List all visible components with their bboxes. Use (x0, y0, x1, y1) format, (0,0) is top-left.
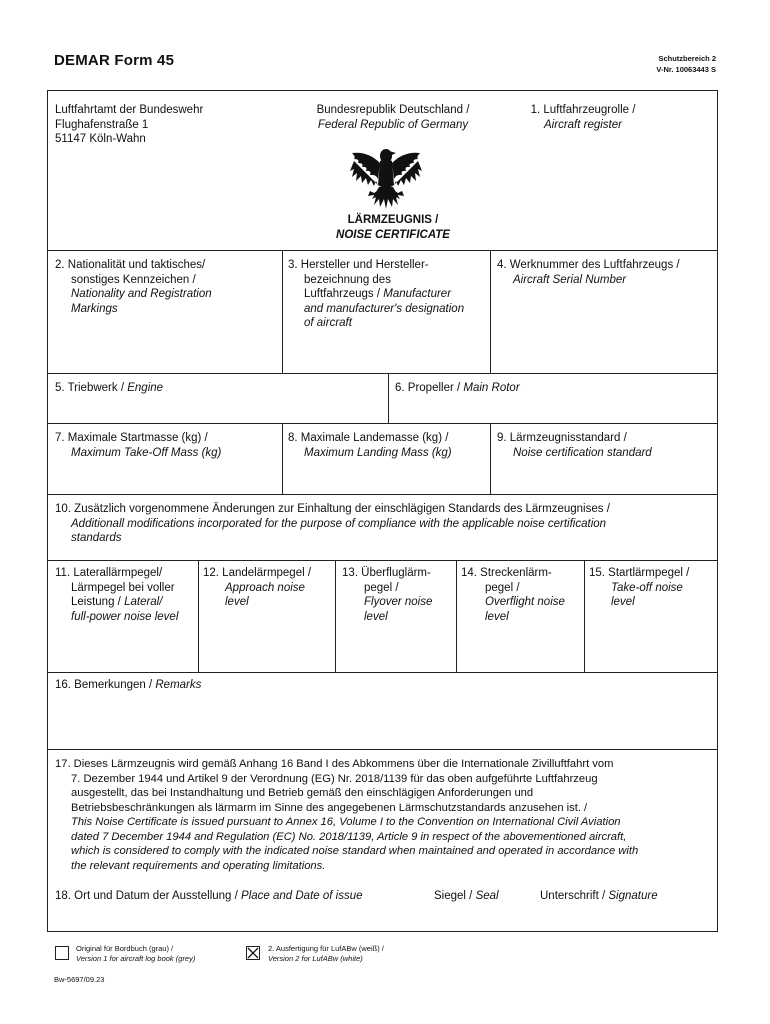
field-takeoff-noise[interactable] (589, 566, 689, 610)
certificate-title (293, 213, 493, 242)
row-divider (48, 672, 717, 673)
col-divider (456, 560, 457, 672)
field7-de: 7. Maximale Startmasse (kg) / (55, 432, 208, 444)
version1-label (76, 944, 195, 964)
field-flyover-noise[interactable] (342, 566, 432, 624)
col-divider (335, 560, 336, 672)
field4-de: 4. Werknummer des Luftfahrzeugs / (497, 259, 680, 271)
field-remarks[interactable] (55, 678, 201, 693)
field17-en4: the relevant requirements and operating limitations. (71, 859, 326, 872)
sig-en: Signature (608, 890, 658, 902)
col-divider (584, 560, 585, 672)
field3-de1: 3. Hersteller und Hersteller- (288, 259, 429, 271)
field-approach-noise[interactable] (203, 566, 311, 610)
field11-de2: Lärmpegel bei voller (71, 581, 175, 594)
row-divider (48, 373, 717, 374)
field-serial-number[interactable] (497, 258, 680, 287)
republic-de: Bundesrepublik Deutschland / (316, 104, 470, 116)
field14-de2: pegel / (485, 581, 520, 594)
row-divider (48, 423, 717, 424)
field5-de: 5. Triebwerk / (55, 382, 125, 394)
republic-en: Federal Republic of Germany (317, 118, 469, 131)
field10-de: 10. Zusätzlich vorgenommene Änderungen zur Einhaltung der einschlägigen Standards des Lärmzeugnises / (55, 503, 610, 515)
row-divider (48, 494, 717, 495)
field3-en1: Manufacturer (383, 288, 452, 300)
field-seal[interactable] (434, 889, 499, 904)
field15-en2: level (611, 596, 635, 608)
version2-label (268, 944, 384, 964)
field-noise-standard[interactable] (497, 431, 652, 460)
field-overflight-noise[interactable] (461, 566, 565, 624)
col-divider (282, 423, 283, 494)
version2-checkbox[interactable] (246, 946, 260, 960)
issuer-city: 51147 Köln-Wahn (55, 133, 146, 145)
field2-en2: Markings (71, 302, 118, 315)
protection-area: Schutzbereich 2 (658, 54, 716, 63)
republic-label (293, 103, 493, 132)
field17-de2: 7. Dezember 1944 und Artikel 9 der Verordnung (EG) Nr. 2018/1139 für das oben aufgeführte Luftfahrzeug (71, 772, 598, 785)
certificate-en: NOISE CERTIFICATE (336, 228, 450, 241)
field17-en3: which is considered to comply with the indicated noise standard when maintained and operated in accordance with (71, 845, 639, 857)
field-manufacturer[interactable] (288, 258, 464, 331)
field15-de: 15. Startlärmpegel / (589, 567, 690, 579)
col-divider (282, 250, 283, 373)
version1-en: Version 1 for aircraft log book (grey) (76, 954, 196, 963)
field6-en: Main Rotor (463, 382, 520, 394)
field13-en1: Flyover noise (364, 596, 433, 608)
field11-en1: Lateral/ (124, 596, 163, 608)
col-divider (490, 250, 491, 373)
field3-de3: Luftfahrzeugs / (304, 288, 381, 300)
row-divider (48, 749, 717, 750)
field-signature[interactable] (540, 889, 658, 904)
noise-certificate-form (47, 90, 718, 932)
sig-de: Unterschrift / (540, 890, 606, 902)
federal-eagle-emblem (346, 141, 426, 213)
field1-en: Aircraft register (544, 118, 622, 131)
form-title: DEMAR Form 45 (54, 52, 175, 69)
form-number: Bw-5697/09.23 (54, 975, 105, 984)
issuer-street: Flughafenstraße 1 (55, 118, 149, 131)
field9-en: Noise certification standard (513, 446, 652, 459)
version2-de: 2. Ausfertigung für LufABw (weiß) / (268, 944, 384, 953)
field6-de: 6. Propeller / (395, 382, 461, 394)
field-aircraft-register[interactable] (508, 103, 658, 132)
row-divider (48, 560, 717, 561)
field3-en3: of aircraft (304, 317, 352, 329)
col-divider (198, 560, 199, 672)
field-place-date[interactable] (55, 889, 363, 904)
field11-de3: Leistung / (71, 596, 121, 608)
field-propeller[interactable] (395, 381, 520, 396)
field1-de: 1. Luftfahrzeugrolle / (530, 104, 636, 116)
field10-en1: Additionall modifications incorporated for the purpose of compliance with the applicable noise certification (71, 517, 607, 530)
field12-de: 12. Landelärmpegel / (203, 567, 312, 579)
field12-en2: level (225, 596, 249, 608)
field2-de1: 2. Nationalität und taktisches/ (55, 259, 206, 271)
version2-en: Version 2 for LufABw (white) (268, 954, 363, 963)
field12-en1: Approach noise (225, 581, 305, 594)
certification-statement (55, 757, 638, 873)
version1-de: Original für Bordbuch (grau) / (76, 944, 174, 953)
protection-label (656, 53, 716, 75)
field14-en1: Overflight noise (485, 596, 565, 608)
protection-number: V-Nr. 10063443 S (656, 65, 716, 74)
field-nationality-markings[interactable] (55, 258, 212, 316)
field10-en2: standards (71, 532, 122, 544)
version1-checkbox[interactable] (55, 946, 69, 960)
field15-en1: Take-off noise (611, 581, 683, 594)
field13-de1: 13. Überfluglärm- (342, 567, 431, 579)
field17-de1: 17. Dieses Lärmzeugnis wird gemäß Anhang 16 Band I des Abkommens über die Internationale Zivilluftfahrt vom (55, 758, 614, 770)
field18-en: Place and Date of issue (241, 890, 363, 902)
field-lateral-noise[interactable] (55, 566, 178, 624)
issuer-address (55, 103, 203, 147)
field17-en2: dated 7 December 1944 and Regulation (EC) No. 2018/1139, Article 9 in respect of the abovementioned aircraft, (71, 830, 627, 843)
seal-de: Siegel / (434, 890, 473, 902)
field-max-takeoff-mass[interactable] (55, 431, 221, 460)
field-modifications[interactable] (55, 502, 610, 546)
field9-de: 9. Lärmzeugnisstandard / (497, 432, 627, 444)
field7-en: Maximum Take-Off Mass (kg) (71, 446, 222, 459)
seal-en: Seal (475, 890, 499, 902)
field2-de2: sonstiges Kennzeichen / (71, 273, 196, 286)
issuer-name: Luftfahrtamt der Bundeswehr (55, 104, 204, 116)
field8-en: Maximum Landing Mass (kg) (304, 446, 452, 459)
field5-en: Engine (127, 382, 164, 394)
field11-de1: 11. Laterallärmpegel/ (55, 567, 163, 579)
certificate-de: LÄRMZEUGNIS / (347, 214, 439, 226)
field3-de2: bezeichnung des (304, 273, 391, 286)
field11-en2: full-power noise level (71, 610, 179, 623)
col-divider (388, 373, 389, 423)
field18-de: 18. Ort und Datum der Ausstellung / (55, 890, 238, 902)
field14-de1: 14. Streckenlärm- (461, 567, 552, 579)
field16-en: Remarks (155, 679, 202, 691)
field13-de2: pegel / (364, 581, 399, 594)
field14-en2: level (485, 610, 509, 623)
field4-en: Aircraft Serial Number (513, 273, 627, 286)
row-divider (48, 250, 717, 251)
field8-de: 8. Maximale Landemasse (kg) / (288, 432, 449, 444)
field-engine[interactable] (55, 381, 163, 396)
field2-en1: Nationality and Registration (71, 288, 212, 300)
field17-de3: ausgestellt, das bei Instandhaltung und Betrieb gemäß den einschlägigen Anforderungen und (71, 787, 534, 799)
col-divider (490, 423, 491, 494)
field3-en2: and manufacturer's designation (304, 302, 465, 315)
field17-de4: Betriebsbeschränkungen als lärmarm im Sinne des angegebenen Lärmschutzstandards anzusehen ist. / (71, 801, 588, 814)
field-max-landing-mass[interactable] (288, 431, 452, 460)
field16-de: 16. Bemerkungen / (55, 679, 153, 691)
checkmark-x-icon (247, 947, 259, 959)
field13-en2: level (364, 610, 388, 623)
field17-en1: This Noise Certificate is issued pursuant to Annex 16, Volume I to the Convention on International Civil Aviation (71, 816, 621, 828)
